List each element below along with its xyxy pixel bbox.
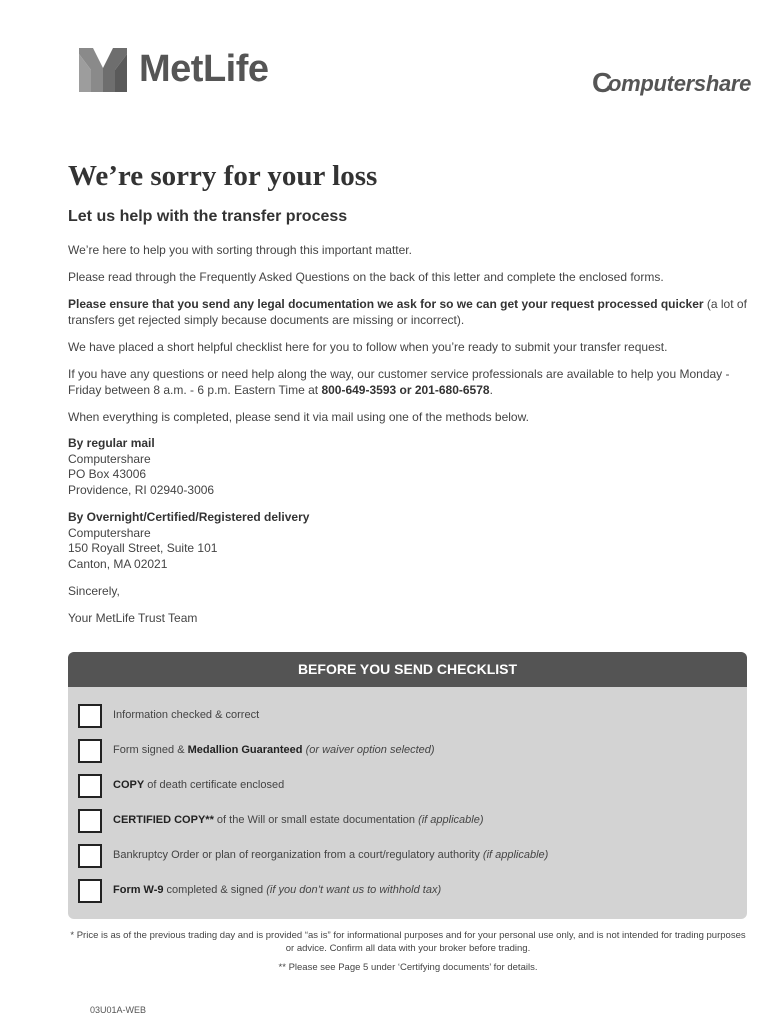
checkbox[interactable] xyxy=(78,774,102,798)
closing: Sincerely, xyxy=(68,584,120,598)
page-title: We’re sorry for your loss xyxy=(68,160,378,192)
paragraph-faq: Please read through the Frequently Asked Questions on the back of this letter and complete the enclosed forms. xyxy=(68,270,664,284)
address-line: Computershare xyxy=(68,525,151,540)
paragraph-legal-docs xyxy=(68,296,748,328)
paragraph-checklist: We have placed a short helpful checklist here for you to follow when you’re ready to submit your transfer request. xyxy=(68,340,668,354)
overnight-address xyxy=(68,510,309,572)
checklist-item-label: Form signed & Medallion Guaranteed (or waiver option selected) xyxy=(113,744,435,756)
regular-mail-heading: By regular mail xyxy=(68,436,155,450)
before-you-send-checklist xyxy=(68,652,747,919)
checklist-title: BEFORE YOU SEND CHECKLIST xyxy=(68,652,747,687)
checklist-item-label: Information checked & correct xyxy=(113,709,260,721)
computershare-logo-initial: C xyxy=(592,67,613,98)
address-line: Canton, MA 02021 xyxy=(68,556,168,571)
certify-footnote: ** Please see Page 5 under ‘Certifying documents’ for details. xyxy=(278,962,538,973)
regular-mail-address xyxy=(68,436,214,498)
form-code: 03U01A-WEB xyxy=(90,1005,147,1015)
address-line: Computershare xyxy=(68,451,151,466)
checklist-item-label: CERTIFIED COPY** of the Will or small estate documentation (if applicable) xyxy=(113,814,484,826)
computershare-wordmark: omputershare xyxy=(608,71,752,96)
checkbox[interactable] xyxy=(78,704,102,728)
checklist-item-label: Form W-9 completed & signed (if you don’t want us to withhold tax) xyxy=(113,884,442,896)
overnight-heading: By Overnight/Certified/Registered delivery xyxy=(68,510,310,524)
checkbox[interactable] xyxy=(78,844,102,868)
paragraph-send: When everything is completed, please send it via mail using one of the methods below. xyxy=(68,410,529,424)
contact-text: If you have any questions or need help along the way, our customer service professionals are available to help you Monday - Friday between 8 a.m. - 6 p.m. Eastern Time at xyxy=(68,367,730,397)
signature: Your MetLife Trust Team xyxy=(68,611,198,625)
price-footnote: * Price is as of the previous trading day and is provided “as is” for informational purposes and for your personal use only, and is not intended for trading purposes or advice. Confirm all data with your broker before trading. xyxy=(70,930,746,954)
checkbox[interactable] xyxy=(78,809,102,833)
phone-numbers: 800-649-3593 or 201-680-6578 xyxy=(321,383,490,397)
paragraph-intro: We’re here to help you with sorting through this important matter. xyxy=(68,243,412,257)
address-line: 150 Royall Street, Suite 101 xyxy=(68,541,218,555)
legal-docs-emphasis: Please ensure that you send any legal documentation we ask for so we can get your request processed quicker xyxy=(68,297,704,311)
metlife-logo-icon xyxy=(79,46,127,92)
checklist-item-label: COPY of death certificate enclosed xyxy=(113,779,285,791)
checklist-item-label: Bankruptcy Order or plan of reorganization from a court/regulatory authority (if applicable) xyxy=(113,849,549,861)
checkbox[interactable] xyxy=(78,739,102,763)
paragraph-contact xyxy=(68,366,748,398)
address-line: Providence, RI 02940-3006 xyxy=(68,482,215,497)
page-subtitle: Let us help with the transfer process xyxy=(68,208,348,225)
metlife-wordmark: MetLife xyxy=(139,48,269,90)
legal-docs-note: (a lot of transfers get rejected simply because documents are missing or incorrect). xyxy=(68,297,747,327)
checkbox[interactable] xyxy=(78,879,102,903)
contact-end: . xyxy=(489,383,493,397)
address-line: PO Box 43006 xyxy=(68,467,147,481)
